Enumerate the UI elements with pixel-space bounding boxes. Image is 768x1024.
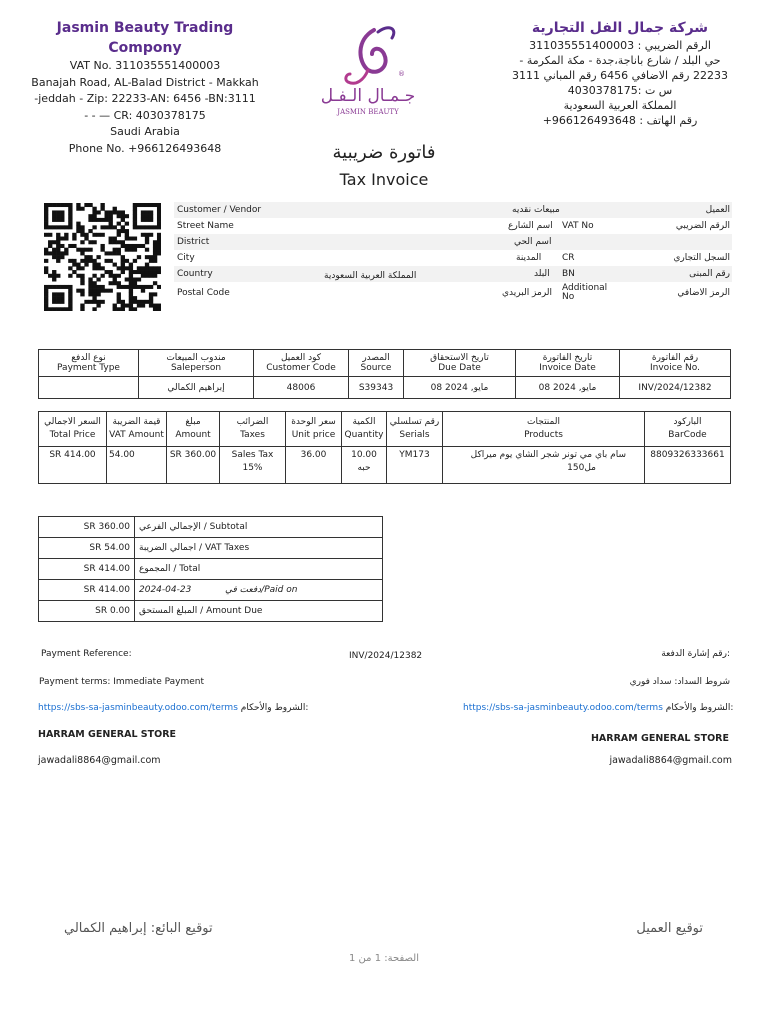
company-country-en: Saudi Arabia	[110, 125, 180, 138]
invoice-info-header	[39, 350, 731, 377]
email-right: jawadali8864@gmail.com	[609, 755, 732, 766]
invoice-info-table	[38, 349, 731, 399]
customer-code-value: 48006	[254, 377, 349, 399]
terms-label-ar-right: الشروط والأحكام:	[665, 703, 734, 713]
company-cr-ar: س ت :4030378175	[567, 84, 673, 97]
subtotal-amount: SR 360.00	[39, 517, 135, 538]
amount-due-row	[39, 601, 383, 622]
amount-due-value: SR 0.00	[39, 601, 135, 622]
terms-label-ar-left: الشروط والأحكام:	[240, 703, 309, 713]
street-row	[174, 218, 732, 234]
cr-label-ar: السجل التجاري	[673, 253, 730, 263]
customer-vendor-label-ar: العميل	[705, 205, 730, 215]
taxes-cell: Sales Tax 15%	[220, 447, 286, 484]
company-info-ar	[500, 18, 740, 128]
customer-signature: توقيع العميل	[636, 921, 703, 936]
subtotal-row	[39, 517, 383, 538]
company-phone-ar: رقم الهاتف : 966126493648+	[542, 114, 698, 127]
header-saleperson: مندوب المبيعات Saleperson	[139, 350, 254, 377]
company-vat-ar: الرقم الضريبي : 311035551400003	[529, 39, 711, 52]
quantity-cell: 10.00 حبه	[342, 447, 387, 484]
total-amount: SR 414.00	[39, 559, 135, 580]
product-cell: سام باي مي تونر شجر الشاي يوم ميراكل 150مل	[443, 447, 645, 484]
header-total-price: السعر الاجمالي Total Price	[39, 412, 107, 447]
barcode-cell: 8809326333661	[645, 447, 731, 484]
header-products: المنتجات Products	[443, 412, 645, 447]
paid-amount: SR 414.00	[39, 580, 135, 601]
street-label: Street Name	[177, 221, 234, 231]
city-row	[174, 250, 732, 266]
company-address-line-2: -jeddah - Zip: 22233-AN: 6456 -BN:3111	[34, 92, 256, 105]
header-taxes: الضرائب Taxes	[220, 412, 286, 447]
totals-table	[38, 516, 383, 622]
store-name-left: HARRAM GENERAL STORE	[38, 729, 177, 740]
svg-text:®: ®	[398, 70, 405, 78]
bn-label: BN	[562, 269, 575, 279]
vat-no-label-ar: الرقم الضريبي	[675, 221, 730, 231]
company-info-en	[30, 18, 260, 157]
district-label-ar: اسم الحي	[514, 237, 552, 247]
customer-vendor-label: Customer / Vendor	[177, 205, 262, 215]
customer-vendor-value: مبيعات نقديه	[512, 205, 560, 215]
vat-no-label: VAT No	[562, 221, 594, 231]
invoice-title-ar: فاتورة ضريبية	[332, 142, 436, 163]
header-vat-amount: قيمة الضريبة VAT Amount	[107, 412, 167, 447]
street-label-ar: اسم الشارع	[508, 221, 553, 231]
terms-link-left[interactable]: https://sbs-sa-jasminbeauty.odoo.com/terms	[38, 703, 238, 713]
city-label-ar: المدينة	[516, 253, 542, 263]
company-country-ar: المملكة العربية السعودية	[563, 99, 677, 112]
additional-no-label-2: No	[562, 292, 575, 302]
company-logo	[298, 18, 438, 118]
line-items-header	[39, 412, 731, 447]
country-label: Country	[177, 269, 213, 279]
header-invoice-no: رقم الفاتورة Invoice No.	[620, 350, 731, 377]
terms-link-right[interactable]: https://sbs-sa-jasminbeauty.odoo.com/terms	[463, 703, 663, 713]
seller-signature: توقيع البائع: إبراهيم الكمالي	[64, 921, 213, 936]
email-left: jawadali8864@gmail.com	[38, 755, 161, 766]
header-source: المصدر Source	[349, 350, 404, 377]
header-amount: مبلغ Amount	[167, 412, 220, 447]
qr-code	[44, 203, 161, 311]
payment-reference-label-ar: رقم إشارة الدفعة:	[661, 649, 730, 659]
unit-price-cell: 36.00	[286, 447, 342, 484]
svg-text:JASMIN BEAUTY: JASMIN BEAUTY	[337, 108, 399, 116]
company-phone-en: Phone No. +966126493648	[68, 141, 222, 155]
paid-on-label: دفعت في/Paid on	[225, 585, 298, 595]
vat-amount-cell: 54.00	[107, 447, 167, 484]
payment-terms-ar: شروط السداد: سداد فوري	[629, 677, 730, 687]
invoice-info-values	[39, 377, 731, 399]
payment-terms-en: Payment terms: Immediate Payment	[39, 677, 205, 687]
header-serials: رقم تسلسلي Serials	[387, 412, 443, 447]
bn-label-ar: رقم المبنى	[689, 269, 730, 279]
amount-due-label: المبلغ المستحق / Amount Due	[135, 601, 383, 622]
company-address-ar-1: حي البلد / شارع باناجة،جدة - مكة المكرمة -	[519, 54, 721, 67]
svg-text:جـمـال الـفـل: جـمـال الـفـل	[320, 86, 416, 106]
paid-on-cell	[135, 580, 383, 601]
country-label-ar: البلد	[534, 269, 550, 279]
company-address-line-1: Banajah Road, AL-Balad District - Makkah	[31, 75, 259, 89]
header-customer-code: كود العميل Customer Code	[254, 350, 349, 377]
subtotal-label: الإجمالي الفرعي / Subtotal	[135, 517, 383, 538]
page-number: الصفحة: 1 من 1	[349, 953, 419, 964]
postal-row	[174, 282, 732, 308]
additional-no-label: Additional	[562, 283, 608, 293]
invoice-no-value: INV/2024/12382	[620, 377, 731, 399]
vat-taxes-row	[39, 538, 383, 559]
cr-label: CR	[562, 253, 575, 263]
jasmin-logo-icon	[298, 18, 438, 118]
payment-reference-value: INV/2024/12382	[349, 651, 423, 661]
paid-on-date: 2024-04-23	[139, 585, 192, 595]
terms-left	[38, 703, 308, 713]
due-date-value: 08 مايو, 2024	[404, 377, 516, 399]
total-label: المجموع / Total	[135, 559, 383, 580]
source-value: S39343	[349, 377, 404, 399]
total-row	[39, 559, 383, 580]
table-row	[39, 447, 731, 484]
paid-on-row	[39, 580, 383, 601]
payment-reference-label: Payment Reference:	[41, 649, 132, 659]
company-vat-en: VAT No. 311035551400003	[69, 59, 221, 72]
header-quantity: الكمية Quantity	[342, 412, 387, 447]
invoice-date-value: 08 مايو, 2024	[516, 377, 620, 399]
header-due-date: تاريخ الاستحقاق Due Date	[404, 350, 516, 377]
payment-type-value	[39, 377, 139, 399]
company-cr-en: - - — CR: 4030378175	[84, 108, 206, 122]
vat-taxes-amount: SR 54.00	[39, 538, 135, 559]
additional-no-label-ar: الرمز الاضافي	[677, 288, 730, 298]
line-items-table	[38, 411, 731, 484]
postal-label-ar: الرمز البريدي	[502, 288, 553, 298]
district-label: District	[177, 237, 210, 247]
invoice-title-en: Tax Invoice	[339, 170, 429, 189]
header-invoice-date: تاريخ الفاتورة Invoice Date	[516, 350, 620, 377]
qr-code-icon	[44, 203, 161, 311]
serials-cell: YM173	[387, 447, 443, 484]
city-label: City	[177, 253, 195, 263]
header-payment-type: نوع الدفع Payment Type	[39, 350, 139, 377]
amount-cell: SR 360.00	[167, 447, 220, 484]
header-unit-price: سعر الوحدة Unit price	[286, 412, 342, 447]
vat-taxes-label: اجمالي الضريبة / VAT Taxes	[135, 538, 383, 559]
customer-info	[174, 202, 732, 308]
store-name-right: HARRAM GENERAL STORE	[590, 733, 729, 744]
company-address-ar-2: 22233 رقم الاضافي 6456 رقم المباني 3111	[512, 69, 728, 82]
customer-row	[174, 202, 732, 218]
postal-label: Postal Code	[177, 288, 230, 298]
saleperson-value: إبراهيم الكمالي	[139, 377, 254, 399]
total-price-cell: SR 414.00	[39, 447, 107, 484]
header-barcode: الباركود BarCode	[645, 412, 731, 447]
country-row	[174, 266, 732, 282]
country-value: المملكة العربية السعودية	[324, 271, 417, 281]
district-row	[174, 234, 732, 250]
terms-right	[463, 703, 733, 713]
company-name-ar: شركة جمال الفل التجارية	[531, 20, 709, 36]
company-name-en: Jasmin Beauty Trading Compony	[56, 20, 234, 56]
